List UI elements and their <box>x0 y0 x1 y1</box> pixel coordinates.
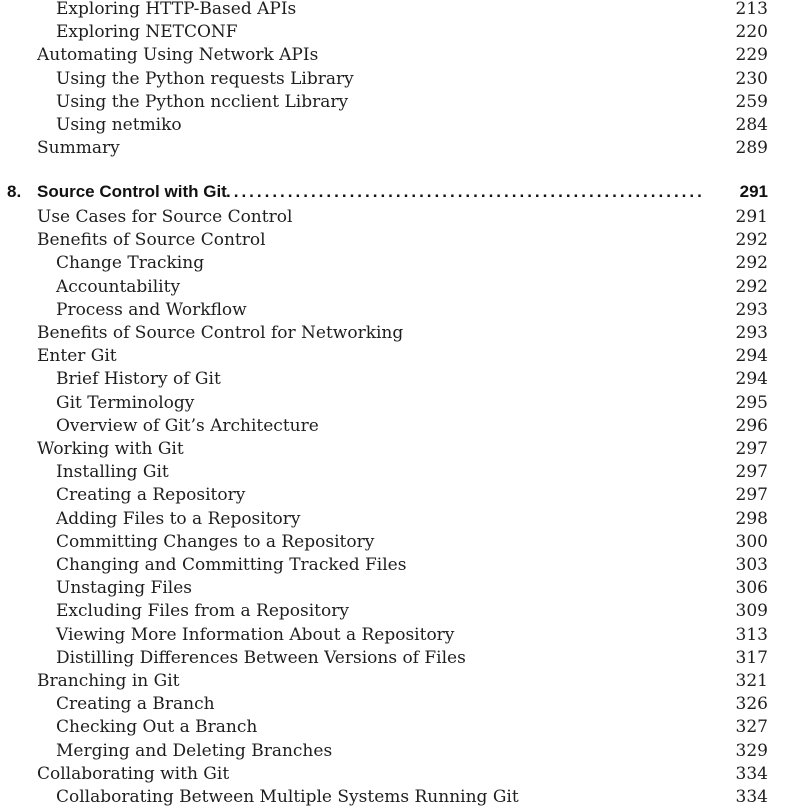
toc-entry-page: 309 <box>735 601 768 622</box>
toc-entry-title: Collaborating Between Multiple Systems Running Git <box>56 787 519 807</box>
toc-entry <box>0 508 800 531</box>
toc-entry-title: Using the Python requests Library <box>56 68 354 89</box>
toc-entry <box>0 415 800 438</box>
toc-entry <box>0 716 800 739</box>
toc-entry-title: Creating a Branch <box>56 694 215 715</box>
toc-entry-title: Branching in Git <box>37 671 180 691</box>
toc-entry-title: Change Tracking <box>56 253 205 274</box>
toc-entry-title: Working with Git <box>37 439 184 459</box>
toc-entry <box>0 438 800 461</box>
toc-entry-title: Distilling Differences Between Versions of Files <box>56 647 466 668</box>
toc-entry <box>0 276 800 299</box>
toc-entry-title: Installing Git <box>56 462 169 483</box>
toc-entry-page: 297 <box>735 485 768 506</box>
toc-entry <box>0 624 800 647</box>
toc-entry <box>0 670 800 693</box>
toc-entry <box>0 44 800 67</box>
toc-entry-title: Use Cases for Source Control <box>37 207 293 227</box>
toc-entry-title: Exploring HTTP-Based APIs <box>56 0 297 19</box>
toc-entry <box>0 68 800 91</box>
toc-entry-title: Adding Files to a Repository <box>56 508 301 529</box>
toc-entry <box>0 229 800 252</box>
toc-entry-title: Unstaging Files <box>56 578 192 599</box>
toc-entry-page: 294 <box>735 346 768 367</box>
toc-entry-page: 220 <box>735 22 768 43</box>
toc-entry <box>0 345 800 368</box>
toc-entry-page: 317 <box>735 647 768 668</box>
toc-entry <box>0 368 800 391</box>
toc-entry <box>0 693 800 716</box>
toc-entry-page: 293 <box>735 323 768 343</box>
toc-entry <box>0 299 800 322</box>
toc-entry-page: 292 <box>735 230 768 251</box>
toc-entry-page: 293 <box>735 299 768 320</box>
toc-entry-title: Changing and Committing Tracked Files <box>56 555 407 575</box>
toc-entry-title: Automating Using Network APIs <box>37 45 319 66</box>
toc-entry-page: 297 <box>735 439 768 459</box>
toc-entry-page: 334 <box>735 787 768 807</box>
toc-entry-page: 229 <box>735 45 768 66</box>
toc-entry <box>0 786 800 809</box>
toc-entry-title: Collaborating with Git <box>37 763 230 784</box>
chapter-heading <box>0 179 800 205</box>
dot-leader: .............................................................. <box>226 182 705 201</box>
toc-entry-title: Using netmiko <box>56 115 182 135</box>
toc-entry-title: Merging and Deleting Branches <box>56 740 333 761</box>
toc-entry-page: 306 <box>735 578 768 599</box>
toc-entry-title: Benefits of Source Control for Networking <box>37 323 404 343</box>
toc-entry-title: Using the Python ncclient Library <box>56 91 349 112</box>
toc-entry-page: 327 <box>735 717 768 738</box>
toc-entry-title: Brief History of Git <box>56 369 221 390</box>
toc-entry <box>0 322 800 345</box>
toc-entry-page: 297 <box>735 462 768 483</box>
toc-entry <box>0 206 800 229</box>
toc-entry-title: Creating a Repository <box>56 485 246 506</box>
toc-entry-page: 298 <box>735 508 768 529</box>
toc-entry-page: 303 <box>735 555 768 575</box>
toc-entry-page: 291 <box>735 207 768 227</box>
chapter-title: Source Control with Git <box>37 182 227 201</box>
toc-entry <box>0 531 800 554</box>
toc-entry-page: 292 <box>735 253 768 274</box>
toc-entry-page: 284 <box>735 115 768 135</box>
toc-entry-page: 321 <box>735 671 768 691</box>
toc-entry-title: Summary <box>37 138 120 159</box>
toc-entry-title: Excluding Files from a Repository <box>56 601 349 622</box>
toc-entry-page: 326 <box>735 694 768 715</box>
toc-entry-title: Committing Changes to a Repository <box>56 531 375 552</box>
toc-entry-page: 295 <box>735 392 768 413</box>
toc-entry <box>0 252 800 275</box>
toc-entry <box>0 600 800 623</box>
toc-entry-page: 329 <box>735 740 768 761</box>
chapter-page-number: 291 <box>739 182 768 201</box>
toc-entry <box>0 137 800 160</box>
toc-entry-title: Enter Git <box>37 346 117 367</box>
toc-entry <box>0 21 800 44</box>
toc-entry <box>0 0 800 21</box>
toc-entry-title: Git Terminology <box>56 392 195 413</box>
toc-entry <box>0 577 800 600</box>
toc-entry <box>0 484 800 507</box>
toc-entry-title: Accountability <box>56 276 181 297</box>
toc-entry <box>0 91 800 114</box>
toc-entry <box>0 461 800 484</box>
toc-entry-page: 296 <box>735 415 768 436</box>
toc-entry-title: Checking Out a Branch <box>56 717 258 738</box>
toc-entry <box>0 647 800 670</box>
toc-entry-page: 334 <box>735 763 768 784</box>
toc-entry <box>0 740 800 763</box>
toc-entry-page: 289 <box>735 138 768 159</box>
chapter-number: 8. <box>7 182 22 201</box>
toc-entry-title: Viewing More Information About a Repository <box>56 624 455 645</box>
toc-entry-page: 259 <box>735 91 768 112</box>
toc-entry-page: 292 <box>735 276 768 297</box>
toc-entry-page: 230 <box>735 68 768 89</box>
toc-entry-page: 294 <box>735 369 768 390</box>
toc-entry-title: Exploring NETCONF <box>56 22 238 43</box>
toc-entry-title: Process and Workflow <box>56 299 247 320</box>
toc-entry <box>0 114 800 137</box>
toc-entry-page: 313 <box>735 624 768 645</box>
toc-entry <box>0 392 800 415</box>
toc-entry-page: 300 <box>735 531 768 552</box>
toc-entry <box>0 554 800 577</box>
toc-entry-page: 213 <box>735 0 768 19</box>
toc-entry <box>0 763 800 786</box>
toc-entry-title: Overview of Git’s Architecture <box>56 415 319 436</box>
toc-entry-title: Benefits of Source Control <box>37 230 266 251</box>
